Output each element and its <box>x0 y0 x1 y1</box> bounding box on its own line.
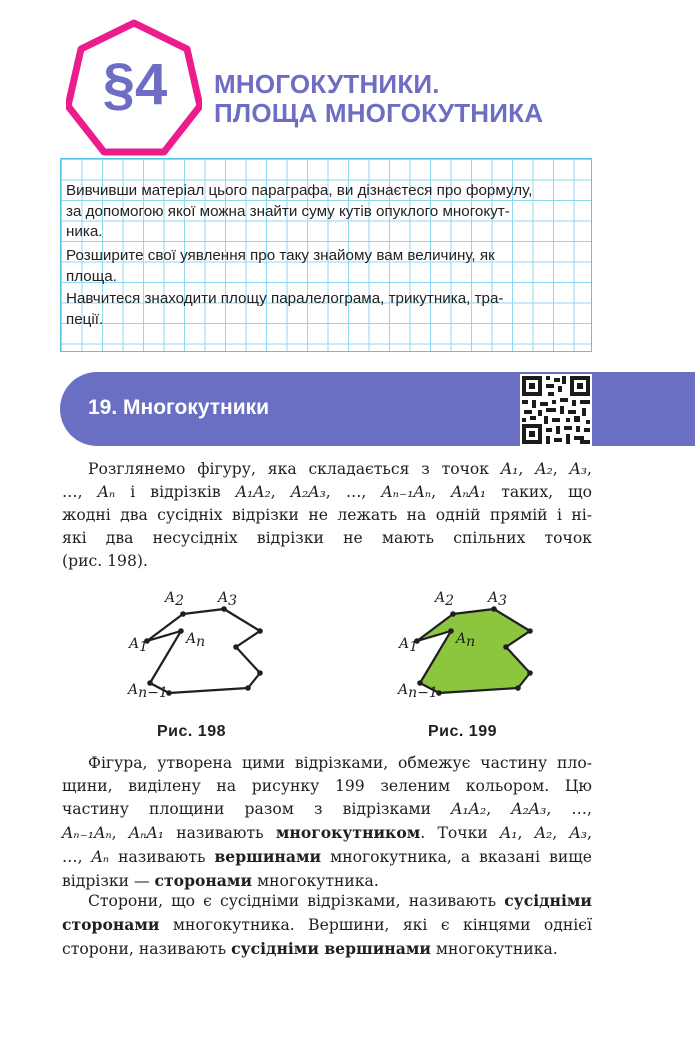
p1-line: (рис. 198). <box>62 552 148 570</box>
label-A2: A2 <box>165 590 185 609</box>
p2-line: щини, виділену на рисунку 199 зеленим кольором. Цю <box>62 777 592 795</box>
polygon-outline <box>147 609 260 693</box>
term-bold: вершинами <box>214 847 322 866</box>
math: Aₙ <box>97 483 116 501</box>
intro-line: Розширите свої уявлення про таку знайому вам величину, як <box>66 247 495 264</box>
math: A₂ <box>535 460 553 478</box>
label-A1: A1 <box>129 636 149 655</box>
section-title-line2: ПЛОЩА МНОГОКУТНИКА <box>214 98 544 128</box>
intro-block-2 <box>66 246 586 287</box>
text: називають <box>118 848 206 866</box>
p2-line: частину площини разом з відрізками A₁A₂, A₂A₃, …, <box>62 800 592 818</box>
math: A₁A₂ <box>235 483 271 501</box>
math: A₃ <box>569 824 587 842</box>
p3-line <box>62 913 592 937</box>
text: . Точки <box>420 824 488 842</box>
math: … <box>62 483 78 501</box>
figure-198-caption: Рис. 198 <box>157 723 226 740</box>
term-bold: сторонами <box>62 915 160 934</box>
intro-line: площа. <box>66 267 117 285</box>
intro-block-3 <box>66 289 586 330</box>
text: сторони, називають <box>62 940 227 958</box>
p3-line <box>62 889 592 913</box>
vertex-dots <box>144 606 263 696</box>
text: многокутника, а вказані вище <box>330 848 592 866</box>
math: A₂A₃ <box>511 800 547 818</box>
math: Aₙ₋₁Aₙ <box>62 824 112 842</box>
math: Aₙ <box>91 848 110 866</box>
label-A1: A1 <box>399 636 419 655</box>
section-title <box>214 70 543 128</box>
math: Aₙ₋₁Aₙ <box>381 483 432 501</box>
math: A₂ <box>534 824 553 842</box>
p1-line: жодні два сусідніх відрізки не лежать на одній прямій і ні- <box>62 506 592 524</box>
text: Сторони, що є сусідніми відрізками, називають <box>88 892 497 910</box>
text: многокутника. <box>256 872 379 890</box>
p2-line: …, Aₙ називають вершинами многокутника, а вказані вище <box>62 847 592 866</box>
paragraph-1 <box>62 458 592 573</box>
math: … <box>62 848 78 866</box>
label-A3: A3 <box>218 590 238 609</box>
intro-line: ника. <box>66 223 103 240</box>
topic-title: 19. Многокутники <box>88 396 270 419</box>
math: AₙA₁ <box>128 824 164 842</box>
term-bold: сусідніми вершинами <box>231 939 431 958</box>
math: A₁ <box>500 824 518 842</box>
p1-line: які два несусідніх відрізки не мають спільних точок <box>62 529 592 547</box>
qr-code-icon[interactable] <box>520 374 592 446</box>
text: і відрізків <box>130 483 221 501</box>
figure-199 <box>390 585 560 715</box>
polygon-filled <box>417 609 530 693</box>
text: многокутника. Вершини, які є кінцями однієї <box>172 916 592 934</box>
p1-line: Розглянемо фігуру, яка складається з точок A₁, A₂, A₃, <box>88 460 592 478</box>
math: … <box>345 483 362 501</box>
label-An: An <box>456 631 476 650</box>
intro-block-1 <box>66 181 586 243</box>
intro-line: Навчитеся знаходити площу паралелограма, трикутника, тра- <box>66 290 504 307</box>
math: AₙA₁ <box>451 483 487 501</box>
text: частину площини разом з відрізками <box>62 800 432 818</box>
math: A₂A₃ <box>290 483 326 501</box>
term-bold: сторонами <box>154 871 253 890</box>
p2-line: Aₙ₋₁Aₙ, AₙA₁ називають многокутником. Точки A₁, A₂, A₃, <box>62 823 592 842</box>
term-bold: сусідніми <box>504 891 592 910</box>
label-A2: A2 <box>435 590 455 609</box>
math: A₁A₂ <box>451 800 487 818</box>
text: Розглянемо фігуру, яка складається з точок <box>88 460 490 478</box>
label-An1: An−1 <box>128 682 168 701</box>
intro-line: за допомогою якої можна знайти суму кутів опуклого многокут- <box>66 202 510 220</box>
math: A₃ <box>569 460 587 478</box>
intro-line: пеції. <box>66 310 104 328</box>
section-title-line1: МНОГОКУТНИКИ. <box>214 69 440 99</box>
label-A3: A3 <box>488 590 508 609</box>
label-An: An <box>186 631 206 650</box>
p2-line: Фігура, утворена цими відрізками, обмежує частину пло- <box>88 754 592 772</box>
p3-line <box>62 937 592 961</box>
text: називають <box>176 824 264 842</box>
paragraph-3 <box>62 889 592 961</box>
figure-198 <box>120 585 290 715</box>
label-An1: An−1 <box>398 682 438 701</box>
text: відрізки — <box>62 872 150 890</box>
section-number: §4 <box>102 52 168 117</box>
text: многокутника. <box>435 940 558 958</box>
math: … <box>571 800 588 818</box>
term-bold: многокутником <box>275 823 421 842</box>
p1-line: …, Aₙ і відрізків A₁A₂, A₂A₃, …, Aₙ₋₁Aₙ, AₙA₁ таких, що <box>62 483 592 501</box>
math: A₁ <box>500 460 519 478</box>
intro-line: Вивчивши матеріал цього параграфа, ви дізнаєтеся про формулу, <box>66 182 533 199</box>
figure-199-caption: Рис. 199 <box>428 723 497 740</box>
paragraph-2 <box>62 752 592 893</box>
text: таких, що <box>501 483 592 501</box>
